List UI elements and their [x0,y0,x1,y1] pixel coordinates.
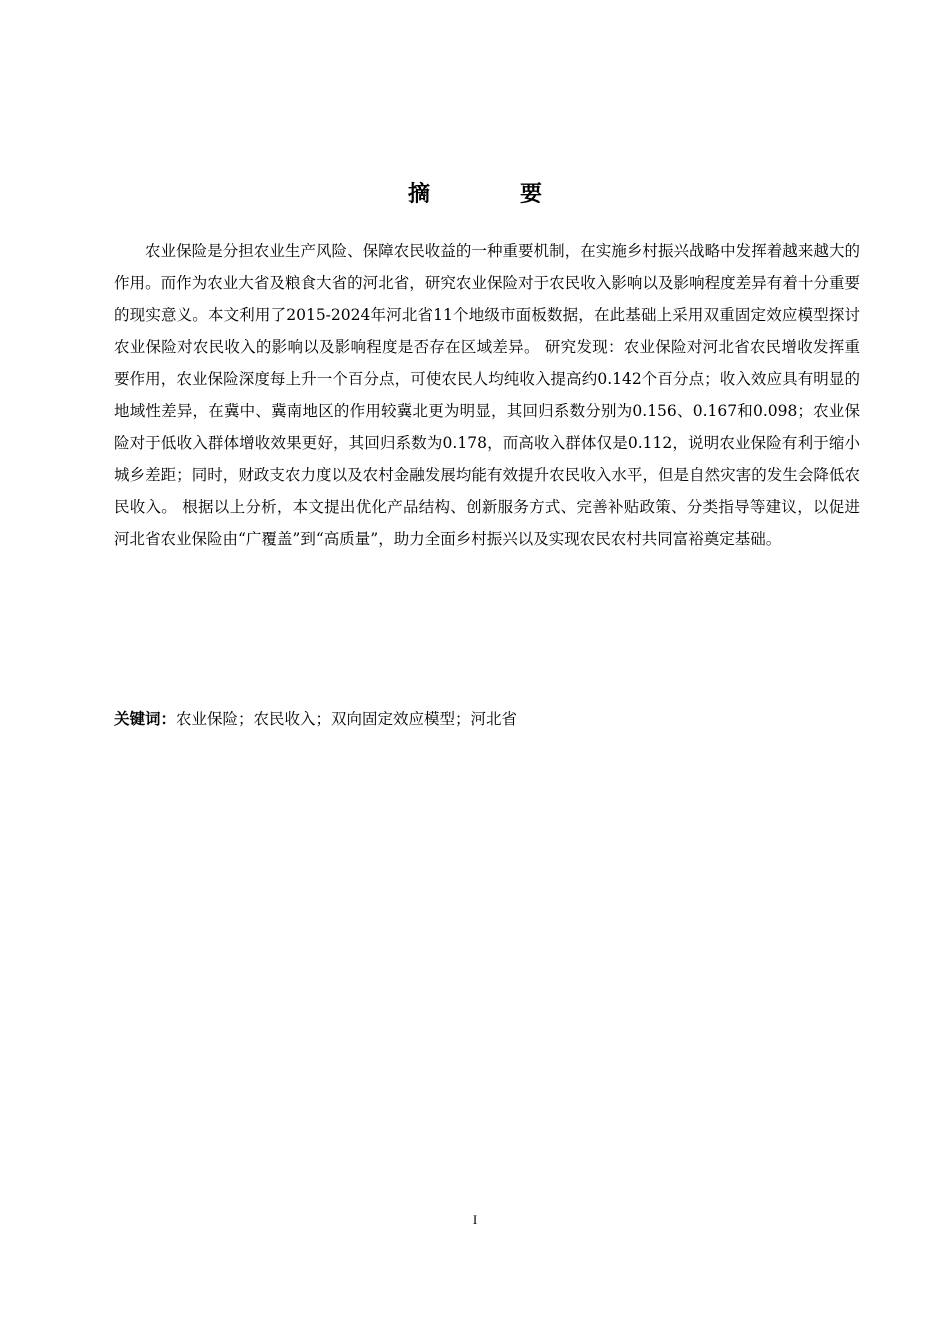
abstract-title: 摘 要 [407,182,576,207]
abstract-paragraph: 农业保险是分担农业生产风险、保障农民收益的一种重要机制，在实施乡村振兴战略中发挥着越来越大的作用。而作为农业大省及粮食大省的河北省，研究农业保险对于农民收入影响以及影响程度差异有着十分重要的现实意义。本文利用了2015-2024年河北省11个地级市面板数据，在此基础上采用双重固定效应模型探讨农业保险对农民收入的影响以及影响程度是否存在区域差异。 研究发现：农业保险对河北省农民增收发挥重要作用，农业保险深度每上升一个百分点，可使农民人均纯收入提高约0.142个百分点；收入效应具有明显的地域性差异，在冀中、冀南地区的作用较冀北更为明显，其回归系数分别为0.156、0.167和0.098；农业保险对于低收入群体增收效果更好，其回归系数为0.178，而高收入群体仅是0.112，说明农业保险有利于缩小城乡差距；同时，财政支农力度以及农村金融发展均能有效提升农民收入水平，但是自然灾害的发生会降低农民收入。 根据以上分析，本文提出优化产品结构、创新服务方式、完善补贴政策、分类指导等建议，以促进河北省农业保险由“广覆盖”到“高质量”，助力全面乡村振兴以及实现农民农村共同富裕奠定基础。 [114,242,860,548]
keywords-line [114,704,860,734]
keywords-text: 农业保险；农民收入；双向固定效应模型；河北省 [176,710,518,728]
page-number: I [472,1212,478,1227]
keywords-label: 关键词： [114,710,177,728]
